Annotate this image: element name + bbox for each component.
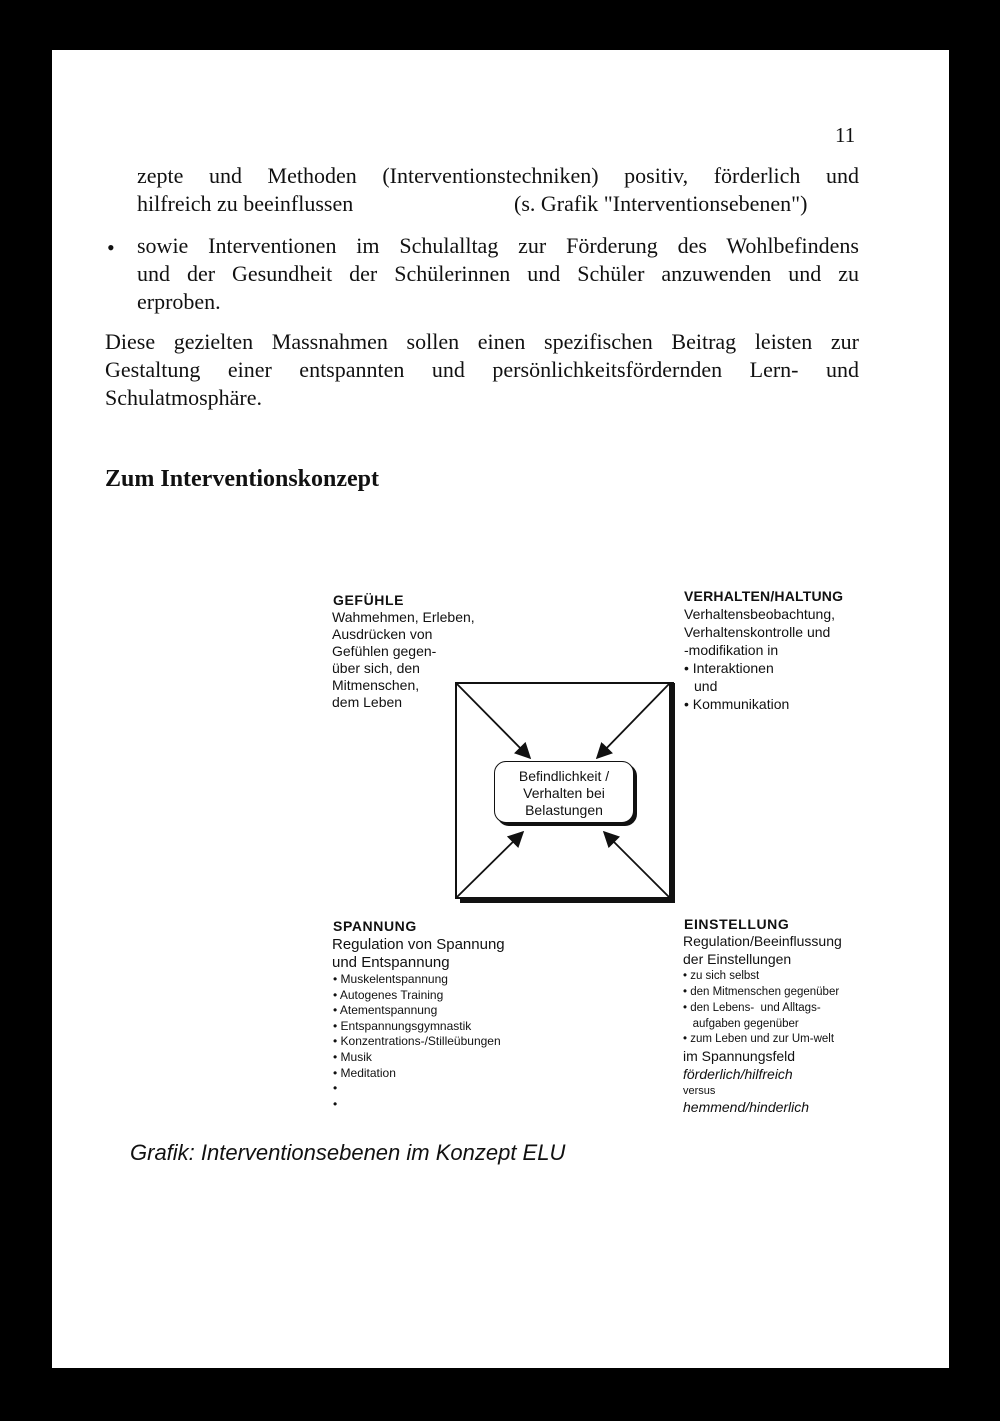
arrow-top-right <box>597 684 669 758</box>
spannung-item: • Musik <box>333 1050 372 1064</box>
einstellung-item: • zum Leben und zur Um-welt <box>683 1033 835 1045</box>
gefuehle-line: Mitmenschen, <box>332 677 420 693</box>
bullet-line-1: sowie Interventionen im Schulalltag zur Förderung des Wohlbefindens <box>137 233 859 258</box>
einstellung-tail: im Spannungsfeld <box>683 1048 796 1064</box>
einstellung-item: • den Lebens- und Alltags- <box>683 1002 821 1014</box>
intro-line-2b: (s. Grafik "Interventionsebenen") <box>514 191 808 216</box>
center-line-1: Befindlichkeit / <box>518 768 610 784</box>
einstellung-title: EINSTELLUNG <box>684 916 790 932</box>
arrow-bottom-right <box>604 832 669 897</box>
gefuehle-line: Ausdrücken von <box>332 626 433 642</box>
paragraph-line-3: Schulatmosphäre. <box>105 385 263 410</box>
verhalten-line: • Kommunikation <box>684 696 790 712</box>
einstellung-line: der Einstellungen <box>683 951 792 967</box>
arrow-top-left <box>457 684 530 758</box>
center-line-2: Verhalten bei <box>523 785 605 801</box>
spannung-item: • <box>333 1096 338 1111</box>
verhalten-line: • Interaktionen <box>684 660 774 676</box>
einstellung-line: Regulation/Beeinflussung <box>683 933 842 949</box>
einstellung-item: • zu sich selbst <box>683 970 760 982</box>
gefuehle-line: dem Leben <box>332 694 403 710</box>
verhalten-line: und <box>694 678 718 694</box>
einstellung-item: aufgaben gegenüber <box>683 1018 799 1030</box>
spannung-line: und Entspannung <box>332 954 450 971</box>
bullet-line-3: erproben. <box>137 289 221 314</box>
center-line-3: Belastungen <box>525 802 603 818</box>
spannung-line: Regulation von Spannung <box>332 936 505 953</box>
section-heading: Zum Interventionskonzept <box>105 466 380 492</box>
center-box <box>494 761 634 823</box>
spannung-item: • <box>333 1081 338 1096</box>
verhalten-line: -modifikation in <box>684 642 779 658</box>
spannung-item: • Entspannungsgymnastik <box>333 1018 472 1033</box>
gefuehle-title: GEFÜHLE <box>333 592 405 608</box>
einstellung-tail: förderlich/hilfreich <box>683 1066 793 1082</box>
bullet-marker: • <box>107 235 115 260</box>
gefuehle-line: Gefühlen gegen- <box>332 643 437 659</box>
spannung-item: • Atementspannung <box>333 1003 438 1018</box>
paragraph-line-2: Gestaltung einer entspannten und persönlichkeitsfördernden Lern- und <box>105 357 859 382</box>
spannung-item: • Meditation <box>333 1065 396 1080</box>
bullet-line-2: und der Gesundheit der Schülerinnen und Schüler anzuwenden und zu <box>137 261 859 286</box>
spannung-item: • Muskelentspannung <box>333 972 448 986</box>
spannung-item: • Konzentrations-/Stilleübungen <box>333 1034 501 1049</box>
intro-line-2a: hilfreich zu beeinflussen <box>137 191 354 216</box>
page-number: 11 <box>835 123 856 147</box>
figure-caption: Grafik: Interventionsebenen im Konzept ELU <box>130 1140 566 1165</box>
einstellung-tail: hemmend/hinderlich <box>683 1099 810 1115</box>
verhalten-line: Verhaltenskontrolle und <box>684 624 831 640</box>
verhalten-line: Verhaltensbeobachtung, <box>684 606 836 622</box>
spannung-item: • Autogenes Training <box>333 987 444 1002</box>
intro-line-1: zepte und Methoden (Interventionstechniken) positiv, förderlich und <box>137 163 859 188</box>
gefuehle-line: Wahmehmen, Erleben, <box>332 609 475 625</box>
einstellung-item: • den Mitmenschen gegenüber <box>683 986 840 998</box>
verhalten-title: VERHALTEN/HALTUNG <box>684 588 844 604</box>
spannung-title: SPANNUNG <box>333 918 417 934</box>
paragraph-line-1: Diese gezielten Massnahmen sollen einen spezifischen Beitrag leisten zur <box>105 329 859 354</box>
gefuehle-line: über sich, den <box>332 660 420 676</box>
arrow-bottom-left <box>457 832 523 897</box>
einstellung-tail: versus <box>683 1085 716 1097</box>
